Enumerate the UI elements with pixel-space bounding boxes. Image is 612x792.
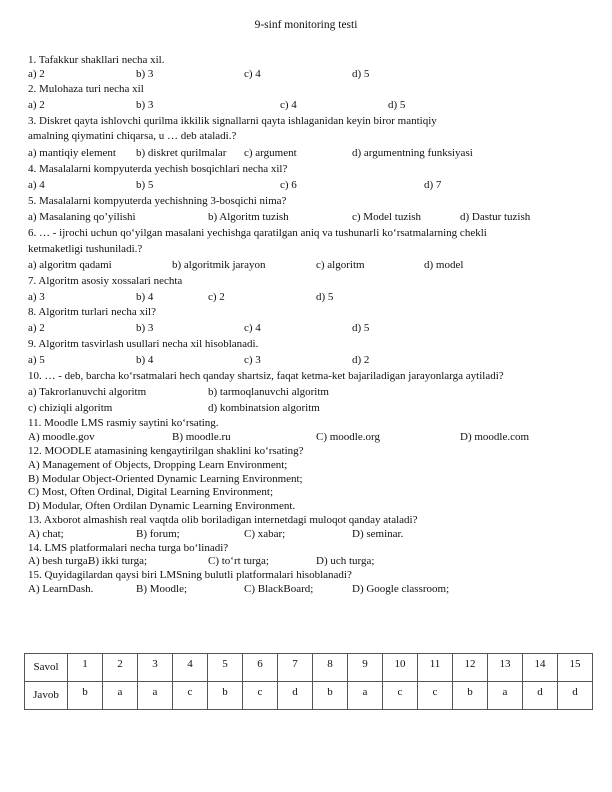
question-number: 1 <box>68 654 103 682</box>
option-c: C) xabar; <box>244 528 286 540</box>
option-c: c) algoritm <box>316 259 365 271</box>
option-c: C) moodle.org <box>316 431 380 443</box>
option-c: c) 3 <box>244 354 261 366</box>
question-12: 12. MOODLE atamasining kengaytirilgan shaklini ko‘rsating? <box>28 445 304 457</box>
option-d: D) seminar. <box>352 528 404 540</box>
option-a: a) 4 <box>28 179 45 191</box>
option-d: d) 5 <box>316 291 334 303</box>
question-4: 4. Masalalarni kompyuterda yechish bosqichlari necha xil? <box>28 163 288 175</box>
option-c: c) 2 <box>208 291 225 303</box>
option-b: b) 3 <box>136 322 154 334</box>
table-row-questions <box>25 654 593 682</box>
option-b: b) 4 <box>136 354 154 366</box>
answer-cell: c <box>418 682 453 710</box>
answer-cell: a <box>348 682 383 710</box>
option-c: C) BlackBoard; <box>244 583 314 595</box>
question-15: 15. Quyidagilardan qaysi biri LMSning bulutli platformalari hisoblanadi? <box>28 569 352 581</box>
question-3: 3. Diskret qayta ishlovchi qurilma ikkilik signallarni qayta ishlaganidan keyin biror mantiqiy <box>28 115 437 127</box>
option-c: c) chiziqli algoritm <box>28 402 113 414</box>
answer-cell: d <box>558 682 593 710</box>
option-c: C) Most, Often Ordinal, Digital Learning Environment; <box>28 486 274 498</box>
option-b: b) 3 <box>136 99 154 111</box>
option-b: b) diskret qurilmalar <box>136 147 227 159</box>
question-6-cont: ketmaketligi tushuniladi.? <box>28 243 143 255</box>
option-d: d) model <box>424 259 464 271</box>
option-a: a) 3 <box>28 291 45 303</box>
question-11: 11. Moodle LMS rasmiy saytini ko‘rsating. <box>28 417 219 429</box>
question-7: 7. Algoritm asosiy xossalari nechta <box>28 275 183 287</box>
option-a: A) moodle.gov <box>28 431 95 443</box>
answer-cell: b <box>313 682 348 710</box>
option-c: c) 6 <box>280 179 297 191</box>
question-8: 8. Algoritm turlari necha xil? <box>28 306 156 318</box>
question-number: 8 <box>313 654 348 682</box>
answer-cell: c <box>383 682 418 710</box>
option-a: a) algoritm qadami <box>28 259 112 271</box>
option-d: D) moodle.com <box>460 431 530 443</box>
option-b: B) ikki turga; <box>88 555 148 567</box>
option-d: D) Modular, Often Ordilan Dynamic Learning Environment. <box>28 500 296 512</box>
answer-cell: b <box>68 682 103 710</box>
answer-cell: b <box>453 682 488 710</box>
option-d: d) 7 <box>424 179 442 191</box>
question-6: 6. … - ijrochi uchun qo‘yilgan masalani yechishga qaratilgan aniq va tushunarli ko‘rsatmalarning chekli <box>28 227 487 239</box>
option-d: d) 5 <box>388 99 406 111</box>
row-label-savol: Savol <box>25 654 68 682</box>
option-d: d) 5 <box>352 68 370 80</box>
question-2: 2. Mulohaza turi necha xil <box>28 83 144 95</box>
option-b: B) moodle.ru <box>172 431 231 443</box>
question-9: 9. Algoritm tasvirlash usullari necha xil hisoblanadi. <box>28 338 259 350</box>
answer-cell: d <box>278 682 313 710</box>
option-a: a) Takrorlanuvchi algoritm <box>28 386 147 398</box>
option-c: c) Model tuzish <box>352 211 422 223</box>
question-number: 10 <box>383 654 418 682</box>
option-b: b) algoritmik jarayon <box>172 259 266 271</box>
question-number: 3 <box>138 654 173 682</box>
option-c: c) argument <box>244 147 297 159</box>
option-b: b) 3 <box>136 68 154 80</box>
question-10: 10. … - deb, barcha ko‘rsatmalari hech qanday shartsiz, faqat ketma-ket bajariladigan jarayonlarga aytiladi? <box>28 370 504 382</box>
option-d: d) kombinatsion algoritm <box>208 402 320 414</box>
row-label-javob: Javob <box>25 682 68 710</box>
answer-key-table <box>24 653 593 710</box>
answer-cell: c <box>173 682 208 710</box>
option-c: c) 4 <box>244 322 261 334</box>
option-a: A) LearnDash. <box>28 583 94 595</box>
option-b: b) 5 <box>136 179 154 191</box>
question-number: 6 <box>243 654 278 682</box>
option-b: B) Moodle; <box>136 583 188 595</box>
option-d: d) argumentning funksiyasi <box>352 147 473 159</box>
question-number: 5 <box>208 654 243 682</box>
option-a: A) chat; <box>28 528 64 540</box>
question-number: 13 <box>488 654 523 682</box>
document-title: 9-sinf monitoring testi <box>254 19 358 31</box>
option-a: a) 2 <box>28 68 45 80</box>
option-a: a) 5 <box>28 354 45 366</box>
question-5: 5. Masalalarni kompyuterda yechishning 3-bosqichi nima? <box>28 195 287 207</box>
question-number: 12 <box>453 654 488 682</box>
answer-cell: c <box>243 682 278 710</box>
answer-cell: a <box>138 682 173 710</box>
question-13: 13. Axborot almashish real vaqtda olib boriladigan internetdagi muloqot qanday ataladi? <box>28 514 418 526</box>
option-a: A) besh turga. <box>28 555 91 567</box>
question-3-cont: amalning qiymatini chiqarsa, u … deb ataladi.? <box>28 130 237 142</box>
question-number: 14 <box>523 654 558 682</box>
table-row-answers <box>25 682 593 710</box>
option-b: b) 4 <box>136 291 154 303</box>
question-number: 4 <box>173 654 208 682</box>
question-number: 15 <box>558 654 593 682</box>
option-b: B) Modular Object-Oriented Dynamic Learning Environment; <box>28 473 303 485</box>
question-1: 1. Tafakkur shakllari necha xil. <box>28 54 165 66</box>
answer-cell: d <box>523 682 558 710</box>
option-a: a) 2 <box>28 322 45 334</box>
option-d: D) uch turga; <box>316 555 375 567</box>
option-d: d) 2 <box>352 354 370 366</box>
option-a: a) Masalaning qo’yilishi <box>28 211 136 223</box>
option-a: a) mantiqiy element <box>28 147 116 159</box>
answer-cell: a <box>103 682 138 710</box>
question-number: 11 <box>418 654 453 682</box>
option-c: C) to‘rt turga; <box>208 555 269 567</box>
question-number: 7 <box>278 654 313 682</box>
option-b: b) Algoritm tuzish <box>208 211 289 223</box>
question-14: 14. LMS platformalari necha turga bo‘linadi? <box>28 542 229 554</box>
question-number: 2 <box>103 654 138 682</box>
option-d: D) Google classroom; <box>352 583 450 595</box>
question-number: 9 <box>348 654 383 682</box>
answer-cell: b <box>208 682 243 710</box>
option-b: b) tarmoqlanuvchi algoritm <box>208 386 329 398</box>
option-b: B) forum; <box>136 528 180 540</box>
answer-cell: a <box>488 682 523 710</box>
option-a: A) Management of Objects, Dropping Learn Environment; <box>28 459 288 471</box>
option-d: d) Dastur tuzish <box>460 211 531 223</box>
option-c: c) 4 <box>244 68 261 80</box>
option-a: a) 2 <box>28 99 45 111</box>
option-d: d) 5 <box>352 322 370 334</box>
option-c: c) 4 <box>280 99 297 111</box>
